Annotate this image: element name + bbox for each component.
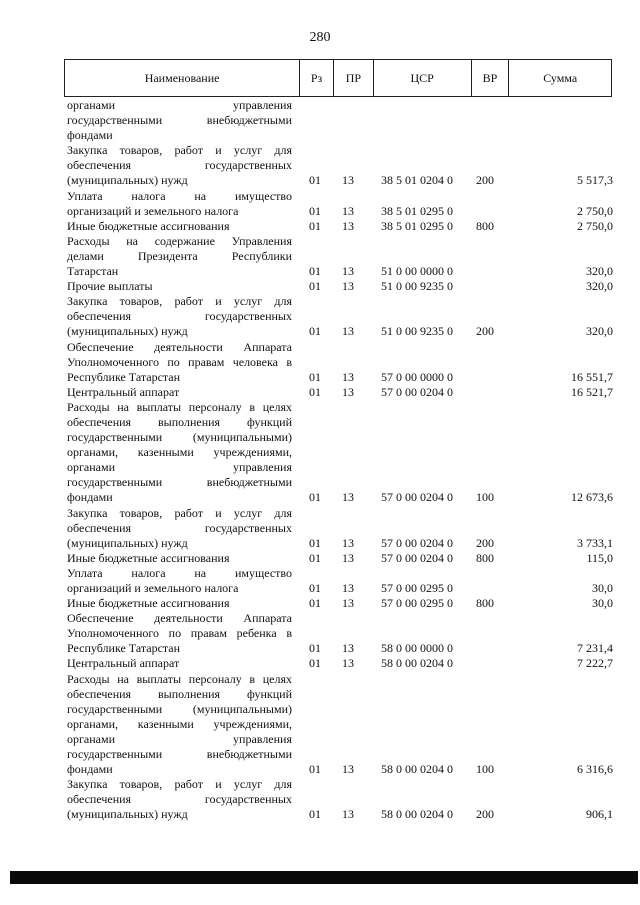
row-csr: 57 0 00 0295 0 <box>381 596 453 611</box>
row-rz: 01 <box>309 596 321 611</box>
row-vr: 800 <box>476 550 494 565</box>
row-vr: 200 <box>476 807 494 822</box>
row-name-line: Обеспечение деятельности Аппарата <box>67 611 292 626</box>
row-name-line: государственными внебюджетными <box>67 113 292 128</box>
scan-edge-bar <box>10 871 638 884</box>
row-name-line: Уполномоченного по правам ребенка в <box>67 626 292 641</box>
row-rz: 01 <box>309 550 321 565</box>
row-name <box>67 777 292 822</box>
row-name-line: (муниципальных) нужд <box>67 807 188 822</box>
header-csr: ЦСР <box>373 60 471 96</box>
row-sum: 2 750,0 <box>577 218 613 233</box>
table-row <box>67 294 613 339</box>
row-csr: 58 0 00 0204 0 <box>381 807 453 822</box>
row-sum: 7 222,7 <box>577 656 613 671</box>
row-name-line: Уплата налога на имущество <box>67 188 292 203</box>
row-name-line: органами управления <box>67 98 292 112</box>
row-rz: 01 <box>309 807 321 822</box>
row-name-line: Иные бюджетные ассигнования <box>67 550 230 565</box>
row-name <box>67 189 292 219</box>
row-sum: 30,0 <box>592 581 613 595</box>
row-name <box>67 596 292 611</box>
row-name-line: Закупка товаров, работ и услуг для <box>67 294 292 309</box>
row-name-line: (муниципальных) нужд <box>67 535 188 550</box>
row-csr: 58 0 00 0000 0 <box>381 641 453 656</box>
table-row <box>67 672 613 778</box>
row-rz: 01 <box>309 641 321 656</box>
header-sum: Сумма <box>508 60 611 96</box>
row-name-line: Расходы на выплаты персоналу в целях <box>67 399 292 414</box>
row-name <box>67 219 292 234</box>
row-pr: 13 <box>342 203 354 218</box>
row-sum: 6 316,6 <box>577 762 613 777</box>
row-name-line: фондами <box>67 490 113 505</box>
row-name-line: обеспечения государственных <box>67 520 292 535</box>
row-rz: 01 <box>309 264 321 279</box>
row-rz: 01 <box>309 656 321 671</box>
table-row <box>67 656 613 671</box>
row-sum: 2 750,0 <box>577 203 613 218</box>
row-name-line: Иные бюджетные ассигнования <box>67 218 230 233</box>
row-pr: 13 <box>342 384 354 399</box>
table-row <box>67 234 613 279</box>
row-sum: 16 551,7 <box>571 369 613 384</box>
row-rz: 01 <box>309 490 321 505</box>
row-name-line: органами управления <box>67 731 292 746</box>
row-csr: 57 0 00 0204 0 <box>381 550 453 565</box>
row-name-line: обеспечения выполнения функций <box>67 686 292 701</box>
row-csr: 57 0 00 0295 0 <box>381 581 453 595</box>
row-name-line: обеспечения государственных <box>67 792 292 807</box>
row-csr: 51 0 00 0000 0 <box>381 264 453 279</box>
row-pr: 13 <box>342 656 354 671</box>
row-vr: 100 <box>476 762 494 777</box>
row-csr: 58 0 00 0204 0 <box>381 762 453 777</box>
row-name-line: органами, казенными учреждениями, <box>67 716 292 731</box>
row-name-line: делами Президента Республики <box>67 248 292 263</box>
row-pr: 13 <box>342 218 354 233</box>
row-rz: 01 <box>309 762 321 777</box>
row-pr: 13 <box>342 264 354 279</box>
row-name-line: организаций и земельного налога <box>67 581 239 595</box>
row-sum: 906,1 <box>586 807 613 822</box>
row-vr: 200 <box>476 535 494 550</box>
row-pr: 13 <box>342 535 354 550</box>
row-csr: 38 5 01 0295 0 <box>381 218 453 233</box>
table-body <box>67 98 613 823</box>
row-name <box>67 279 292 294</box>
row-name <box>67 340 292 385</box>
row-vr: 800 <box>476 218 494 233</box>
row-rz: 01 <box>309 535 321 550</box>
row-sum: 7 231,4 <box>577 641 613 656</box>
table-row <box>67 98 613 143</box>
row-rz: 01 <box>309 218 321 233</box>
row-name-line: Закупка товаров, работ и услуг для <box>67 777 292 792</box>
row-name <box>67 234 292 279</box>
row-name-line: Центральный аппарат <box>67 656 180 671</box>
row-vr: 100 <box>476 490 494 505</box>
row-name-line: Расходы на выплаты персоналу в целях <box>67 671 292 686</box>
row-sum: 16 521,7 <box>571 384 613 399</box>
row-csr: 38 5 01 0204 0 <box>381 173 453 188</box>
row-name-line: Расходы на содержание Управления <box>67 233 292 248</box>
row-name-line: фондами <box>67 128 113 143</box>
row-pr: 13 <box>342 581 354 595</box>
row-name-line: (муниципальных) нужд <box>67 173 188 188</box>
row-name-line: Закупка товаров, работ и услуг для <box>67 143 292 158</box>
row-name <box>67 656 292 671</box>
row-name-line: органами управления <box>67 460 292 475</box>
row-csr: 51 0 00 9235 0 <box>381 279 453 294</box>
row-name-line: Центральный аппарат <box>67 384 180 399</box>
row-name <box>67 611 292 656</box>
row-sum: 320,0 <box>586 264 613 279</box>
row-name-line: Иные бюджетные ассигнования <box>67 596 230 611</box>
table-row <box>67 777 613 822</box>
row-name-line: Обеспечение деятельности Аппарата <box>67 339 292 354</box>
row-csr: 57 0 00 0204 0 <box>381 490 453 505</box>
row-csr: 57 0 00 0204 0 <box>381 535 453 550</box>
row-sum: 115,0 <box>586 550 613 565</box>
row-name-line: Уполномоченного по правам человека в <box>67 354 292 369</box>
row-name-line: обеспечения государственных <box>67 158 292 173</box>
row-sum: 30,0 <box>592 596 613 611</box>
row-pr: 13 <box>342 596 354 611</box>
page-number: 280 <box>309 30 331 45</box>
row-name <box>67 506 292 551</box>
row-csr: 57 0 00 0000 0 <box>381 369 453 384</box>
row-name-line: Закупка товаров, работ и услуг для <box>67 505 292 520</box>
table-row <box>67 219 613 234</box>
table-row <box>67 566 613 596</box>
row-name-line: государственными (муниципальными) <box>67 701 292 716</box>
table-row <box>67 189 613 219</box>
row-rz: 01 <box>309 203 321 218</box>
row-rz: 01 <box>309 581 321 595</box>
row-sum: 12 673,6 <box>571 490 613 505</box>
row-name-line: обеспечения выполнения функций <box>67 414 292 429</box>
row-csr: 51 0 00 9235 0 <box>381 324 453 339</box>
row-name-line: обеспечения государственных <box>67 309 292 324</box>
row-sum: 3 733,1 <box>577 535 613 550</box>
row-name <box>67 551 292 566</box>
row-sum: 320,0 <box>586 324 613 339</box>
table-row <box>67 596 613 611</box>
table-row <box>67 400 613 506</box>
row-name-line: Уплата налога на имущество <box>67 565 292 580</box>
table-row <box>67 340 613 385</box>
row-vr: 200 <box>476 173 494 188</box>
table-row <box>67 279 613 294</box>
row-vr: 200 <box>476 324 494 339</box>
row-name <box>67 98 292 143</box>
header-pr: ПР <box>333 60 373 96</box>
row-csr: 38 5 01 0295 0 <box>381 203 453 218</box>
row-name <box>67 294 292 339</box>
row-name <box>67 143 292 188</box>
row-rz: 01 <box>309 279 321 294</box>
row-pr: 13 <box>342 173 354 188</box>
row-rz: 01 <box>309 173 321 188</box>
row-pr: 13 <box>342 550 354 565</box>
row-sum: 320,0 <box>586 279 613 294</box>
row-csr: 57 0 00 0204 0 <box>381 384 453 399</box>
header-name: Наименование <box>144 70 220 85</box>
row-pr: 13 <box>342 641 354 656</box>
row-pr: 13 <box>342 369 354 384</box>
row-rz: 01 <box>309 324 321 339</box>
row-rz: 01 <box>309 384 321 399</box>
row-pr: 13 <box>342 324 354 339</box>
row-name <box>67 566 292 596</box>
row-name-line: Республике Татарстан <box>67 641 181 656</box>
row-name-line: органами, казенными учреждениями, <box>67 445 292 460</box>
row-rz: 01 <box>309 369 321 384</box>
table-header <box>64 59 612 97</box>
row-name <box>67 400 292 506</box>
header-vr: ВР <box>471 60 509 96</box>
header-rz: Рз <box>299 60 333 96</box>
row-name <box>67 672 292 778</box>
table-row <box>67 143 613 188</box>
row-pr: 13 <box>342 490 354 505</box>
row-csr: 58 0 00 0204 0 <box>381 656 453 671</box>
row-pr: 13 <box>342 762 354 777</box>
row-name-line: Республике Татарстан <box>67 369 181 384</box>
table-row <box>67 551 613 566</box>
row-name-line: государственными внебюджетными <box>67 747 292 762</box>
row-pr: 13 <box>342 807 354 822</box>
row-name-line: (муниципальных) нужд <box>67 324 188 339</box>
row-name-line: организаций и земельного налога <box>67 203 239 218</box>
table-row <box>67 611 613 656</box>
row-name-line: Татарстан <box>67 264 119 279</box>
row-vr: 800 <box>476 596 494 611</box>
row-pr: 13 <box>342 279 354 294</box>
row-name <box>67 385 292 400</box>
table-row <box>67 385 613 400</box>
row-name-line: фондами <box>67 762 113 777</box>
row-sum: 5 517,3 <box>577 173 613 188</box>
row-name-line: государственными внебюджетными <box>67 475 292 490</box>
row-name-line: государственными (муниципальными) <box>67 430 292 445</box>
table-row <box>67 506 613 551</box>
row-name-line: Прочие выплаты <box>67 279 153 294</box>
